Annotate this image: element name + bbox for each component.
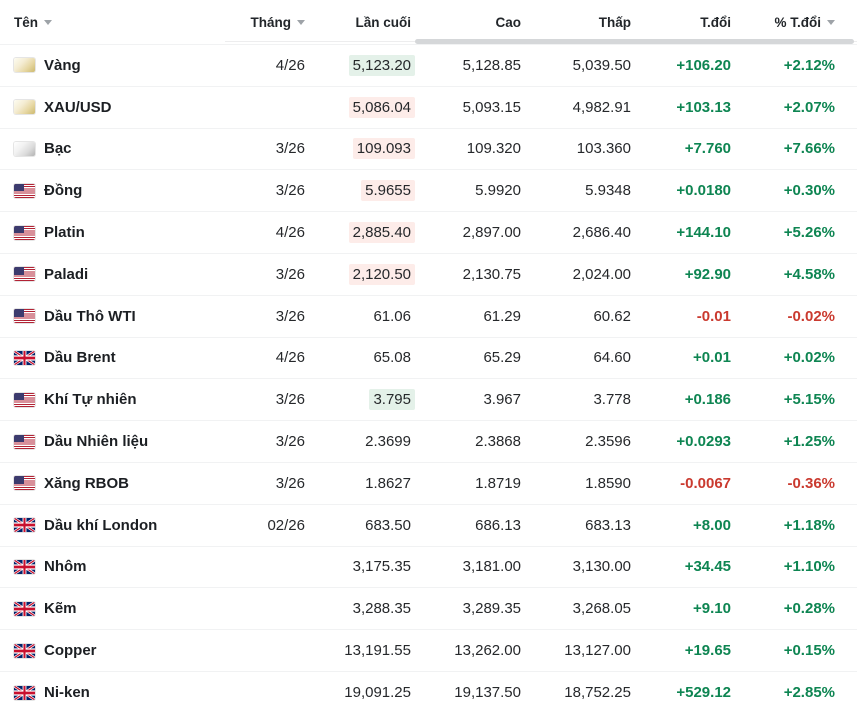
table-row[interactable] xyxy=(0,86,857,128)
high-cell: 2,130.75 xyxy=(462,265,521,283)
name-cell xyxy=(0,546,220,588)
name-cell xyxy=(0,45,220,87)
column-header-low[interactable] xyxy=(521,0,631,45)
commodity-name-link[interactable]: Kẽm xyxy=(44,600,77,618)
name-cell xyxy=(0,170,220,212)
month-cell: 4/26 xyxy=(275,224,305,242)
flag-us-icon xyxy=(14,393,35,407)
low-cell: 18,752.25 xyxy=(564,684,631,702)
table-row[interactable] xyxy=(0,588,857,630)
commodity-name-link[interactable]: Dầu Brent xyxy=(44,349,116,367)
change-cell: -0.01 xyxy=(696,307,731,325)
flag-us-icon xyxy=(14,476,35,490)
table-row[interactable] xyxy=(0,421,857,463)
last-price-value: 109.093 xyxy=(353,138,415,159)
change-cell: +9.10 xyxy=(693,600,731,618)
last-price-cell xyxy=(305,253,411,295)
last-price-value: 5,123.20 xyxy=(349,55,415,76)
last-price-cell xyxy=(305,588,411,630)
low-cell: 4,982.91 xyxy=(572,98,631,116)
month-cell: 3/26 xyxy=(275,182,305,200)
change-cell: -0.0067 xyxy=(680,474,731,492)
commodity-name-link[interactable]: Xăng RBOB xyxy=(44,474,130,492)
low-cell: 3.778 xyxy=(593,391,631,409)
silver-bar-icon xyxy=(14,142,35,156)
name-cell xyxy=(0,504,220,546)
low-cell: 1.8590 xyxy=(585,474,631,492)
high-cell: 3,289.35 xyxy=(462,600,521,618)
last-price-cell xyxy=(305,671,411,713)
flag-us-icon xyxy=(14,226,35,240)
last-price-cell xyxy=(305,421,411,463)
commodity-name-link[interactable]: Copper xyxy=(44,642,97,660)
last-price-value: 3,175.35 xyxy=(352,558,411,576)
last-price-value: 683.50 xyxy=(365,516,411,534)
high-cell: 686.13 xyxy=(475,516,521,534)
change-cell: +34.45 xyxy=(684,558,731,576)
last-price-cell xyxy=(305,212,411,254)
flag-uk-icon xyxy=(14,644,35,658)
name-cell xyxy=(0,421,220,463)
month-cell: 3/26 xyxy=(275,265,305,283)
month-cell: 02/26 xyxy=(267,516,305,534)
table-row[interactable] xyxy=(0,462,857,504)
month-cell xyxy=(220,588,305,630)
percent-change-cell: +2.07% xyxy=(783,98,835,116)
name-cell xyxy=(0,630,220,672)
change-cell: +0.0180 xyxy=(676,182,731,200)
column-header-name[interactable] xyxy=(0,0,220,45)
last-price-cell xyxy=(305,462,411,504)
last-price-value: 65.08 xyxy=(373,349,411,367)
column-header-high[interactable] xyxy=(411,0,521,45)
last-price-cell xyxy=(305,630,411,672)
last-price-cell xyxy=(305,546,411,588)
month-cell xyxy=(220,546,305,588)
percent-change-cell: -0.02% xyxy=(787,307,835,325)
percent-change-cell: +1.18% xyxy=(783,516,835,534)
high-cell: 19,137.50 xyxy=(454,684,521,702)
commodity-name-link[interactable]: Bạc xyxy=(44,140,72,158)
table-row[interactable] xyxy=(0,295,857,337)
month-cell: 4/26 xyxy=(275,349,305,367)
month-cell: 3/26 xyxy=(275,391,305,409)
flag-us-icon xyxy=(14,309,35,323)
table-row[interactable] xyxy=(0,337,857,379)
last-price-value: 5.9655 xyxy=(361,180,415,201)
last-price-cell xyxy=(305,295,411,337)
table-row[interactable] xyxy=(0,671,857,713)
high-cell: 13,262.00 xyxy=(454,642,521,660)
last-price-cell xyxy=(305,170,411,212)
commodity-name-link[interactable]: Paladi xyxy=(44,265,89,283)
commodity-name-link[interactable]: Khí Tự nhiên xyxy=(44,391,137,409)
name-cell xyxy=(0,212,220,254)
last-price-value: 2,885.40 xyxy=(349,222,415,243)
low-cell: 3,268.05 xyxy=(572,600,631,618)
column-header-last-label: Lần cuối xyxy=(355,14,411,30)
change-cell: +7.760 xyxy=(684,140,731,158)
last-price-cell xyxy=(305,128,411,170)
horizontal-scrollbar-thumb[interactable] xyxy=(415,39,854,44)
low-cell: 2.3596 xyxy=(585,433,631,451)
commodity-name-link[interactable]: Nhôm xyxy=(44,558,87,576)
sort-down-icon[interactable] xyxy=(44,20,52,25)
change-cell: +103.13 xyxy=(676,98,731,116)
table-row[interactable] xyxy=(0,504,857,546)
low-cell: 5.9348 xyxy=(585,182,631,200)
percent-change-cell: +0.15% xyxy=(783,642,835,660)
percent-change-cell: +0.02% xyxy=(783,349,835,367)
flag-us-icon xyxy=(14,267,35,281)
column-header-change-label: T.đổi xyxy=(700,14,731,30)
table-row[interactable] xyxy=(0,379,857,421)
column-header-change[interactable] xyxy=(631,0,731,45)
percent-change-cell: +7.66% xyxy=(783,140,835,158)
last-price-cell xyxy=(305,86,411,128)
sort-down-icon[interactable] xyxy=(297,20,305,25)
name-cell xyxy=(0,295,220,337)
name-cell xyxy=(0,379,220,421)
gold-bar-icon xyxy=(14,58,35,72)
gold-bar-icon xyxy=(14,100,35,114)
last-price-value: 5,086.04 xyxy=(349,97,415,118)
percent-change-cell: +0.30% xyxy=(783,182,835,200)
high-cell: 5,093.15 xyxy=(462,98,521,116)
month-cell: 4/26 xyxy=(275,56,305,74)
low-cell: 2,686.40 xyxy=(572,224,631,242)
month-cell: 3/26 xyxy=(275,474,305,492)
change-cell: +92.90 xyxy=(684,265,731,283)
percent-change-cell: +5.15% xyxy=(783,391,835,409)
column-header-low-label: Thấp xyxy=(598,14,631,30)
change-cell: +144.10 xyxy=(676,224,731,242)
table-row[interactable] xyxy=(0,546,857,588)
last-price-cell xyxy=(305,337,411,379)
commodity-name-link[interactable]: XAU/USD xyxy=(44,98,112,116)
commodity-name-link[interactable]: Platin xyxy=(44,224,85,242)
high-cell: 5,128.85 xyxy=(462,56,521,74)
change-cell: +529.12 xyxy=(676,684,731,702)
low-cell: 64.60 xyxy=(593,349,631,367)
high-cell: 109.320 xyxy=(466,140,521,158)
change-cell: +0.0293 xyxy=(676,433,731,451)
percent-change-cell: +1.10% xyxy=(783,558,835,576)
high-cell: 2.3868 xyxy=(475,433,521,451)
table-row[interactable] xyxy=(0,128,857,170)
commodity-name-link[interactable]: Dầu Nhiên liệu xyxy=(44,433,149,451)
month-cell: 3/26 xyxy=(275,433,305,451)
column-header-percent-change-label: % T.đổi xyxy=(774,14,821,30)
flag-us-icon xyxy=(14,184,35,198)
percent-change-cell: +1.25% xyxy=(783,433,835,451)
column-header-last[interactable] xyxy=(305,0,411,45)
low-cell: 2,024.00 xyxy=(572,265,631,283)
table-row[interactable] xyxy=(0,212,857,254)
commodity-name-link[interactable]: Ni-ken xyxy=(44,684,90,702)
change-cell: +106.20 xyxy=(676,56,731,74)
percent-change-cell: +2.85% xyxy=(783,684,835,702)
flag-uk-icon xyxy=(14,602,35,616)
last-price-value: 1.8627 xyxy=(365,474,411,492)
column-header-percent-change[interactable] xyxy=(731,0,857,45)
name-cell xyxy=(0,128,220,170)
last-price-cell xyxy=(305,379,411,421)
percent-change-cell: +5.26% xyxy=(783,224,835,242)
commodity-name-link[interactable]: Đồng xyxy=(44,182,83,200)
last-price-value: 19,091.25 xyxy=(344,684,411,702)
change-cell: +19.65 xyxy=(684,642,731,660)
name-cell xyxy=(0,462,220,504)
month-cell xyxy=(220,671,305,713)
low-cell: 103.360 xyxy=(576,140,631,158)
percent-change-cell: +0.28% xyxy=(783,600,835,618)
commodity-name-link[interactable]: Vàng xyxy=(44,56,81,74)
high-cell: 5.9920 xyxy=(475,182,521,200)
commodity-name-link[interactable]: Dầu Thô WTI xyxy=(44,307,136,325)
last-price-value: 3,288.35 xyxy=(352,600,411,618)
column-header-high-label: Cao xyxy=(495,14,521,30)
column-header-month-label: Tháng xyxy=(250,14,291,30)
high-cell: 1.8719 xyxy=(475,474,521,492)
flag-uk-icon xyxy=(14,518,35,532)
high-cell: 3,181.00 xyxy=(462,558,521,576)
flag-uk-icon xyxy=(14,686,35,700)
name-cell xyxy=(0,337,220,379)
low-cell: 683.13 xyxy=(585,516,631,534)
last-price-value: 2.3699 xyxy=(365,433,411,451)
table-row[interactable] xyxy=(0,630,857,672)
last-price-value: 13,191.55 xyxy=(344,642,411,660)
change-cell: +8.00 xyxy=(693,516,731,534)
commodity-name-link[interactable]: Dầu khí London xyxy=(44,516,158,534)
table-row[interactable] xyxy=(0,45,857,87)
column-header-month[interactable] xyxy=(220,0,305,45)
high-cell: 3.967 xyxy=(483,391,521,409)
last-price-cell xyxy=(305,504,411,546)
table-header xyxy=(0,0,857,45)
last-price-value: 3.795 xyxy=(369,389,415,410)
sort-down-icon[interactable] xyxy=(827,20,835,25)
percent-change-cell: +2.12% xyxy=(783,56,835,74)
high-cell: 65.29 xyxy=(483,349,521,367)
name-cell xyxy=(0,86,220,128)
column-header-name-label: Tên xyxy=(14,14,39,30)
last-price-cell xyxy=(305,45,411,87)
low-cell: 60.62 xyxy=(593,307,631,325)
low-cell: 13,127.00 xyxy=(564,642,631,660)
percent-change-cell: +4.58% xyxy=(783,265,835,283)
table-row[interactable] xyxy=(0,253,857,295)
high-cell: 2,897.00 xyxy=(462,224,521,242)
flag-us-icon xyxy=(14,435,35,449)
month-cell xyxy=(220,630,305,672)
table-row[interactable] xyxy=(0,170,857,212)
month-cell xyxy=(220,86,305,128)
name-cell xyxy=(0,671,220,713)
name-cell xyxy=(0,588,220,630)
change-cell: +0.01 xyxy=(693,349,731,367)
month-cell: 3/26 xyxy=(275,307,305,325)
month-cell: 3/26 xyxy=(275,140,305,158)
low-cell: 5,039.50 xyxy=(572,56,631,74)
flag-uk-icon xyxy=(14,560,35,574)
low-cell: 3,130.00 xyxy=(572,558,631,576)
name-cell xyxy=(0,253,220,295)
table-body xyxy=(0,45,857,713)
percent-change-cell: -0.36% xyxy=(787,474,835,492)
last-price-value: 61.06 xyxy=(373,307,411,325)
flag-uk-icon xyxy=(14,351,35,365)
last-price-value: 2,120.50 xyxy=(349,264,415,285)
high-cell: 61.29 xyxy=(483,307,521,325)
change-cell: +0.186 xyxy=(684,391,731,409)
